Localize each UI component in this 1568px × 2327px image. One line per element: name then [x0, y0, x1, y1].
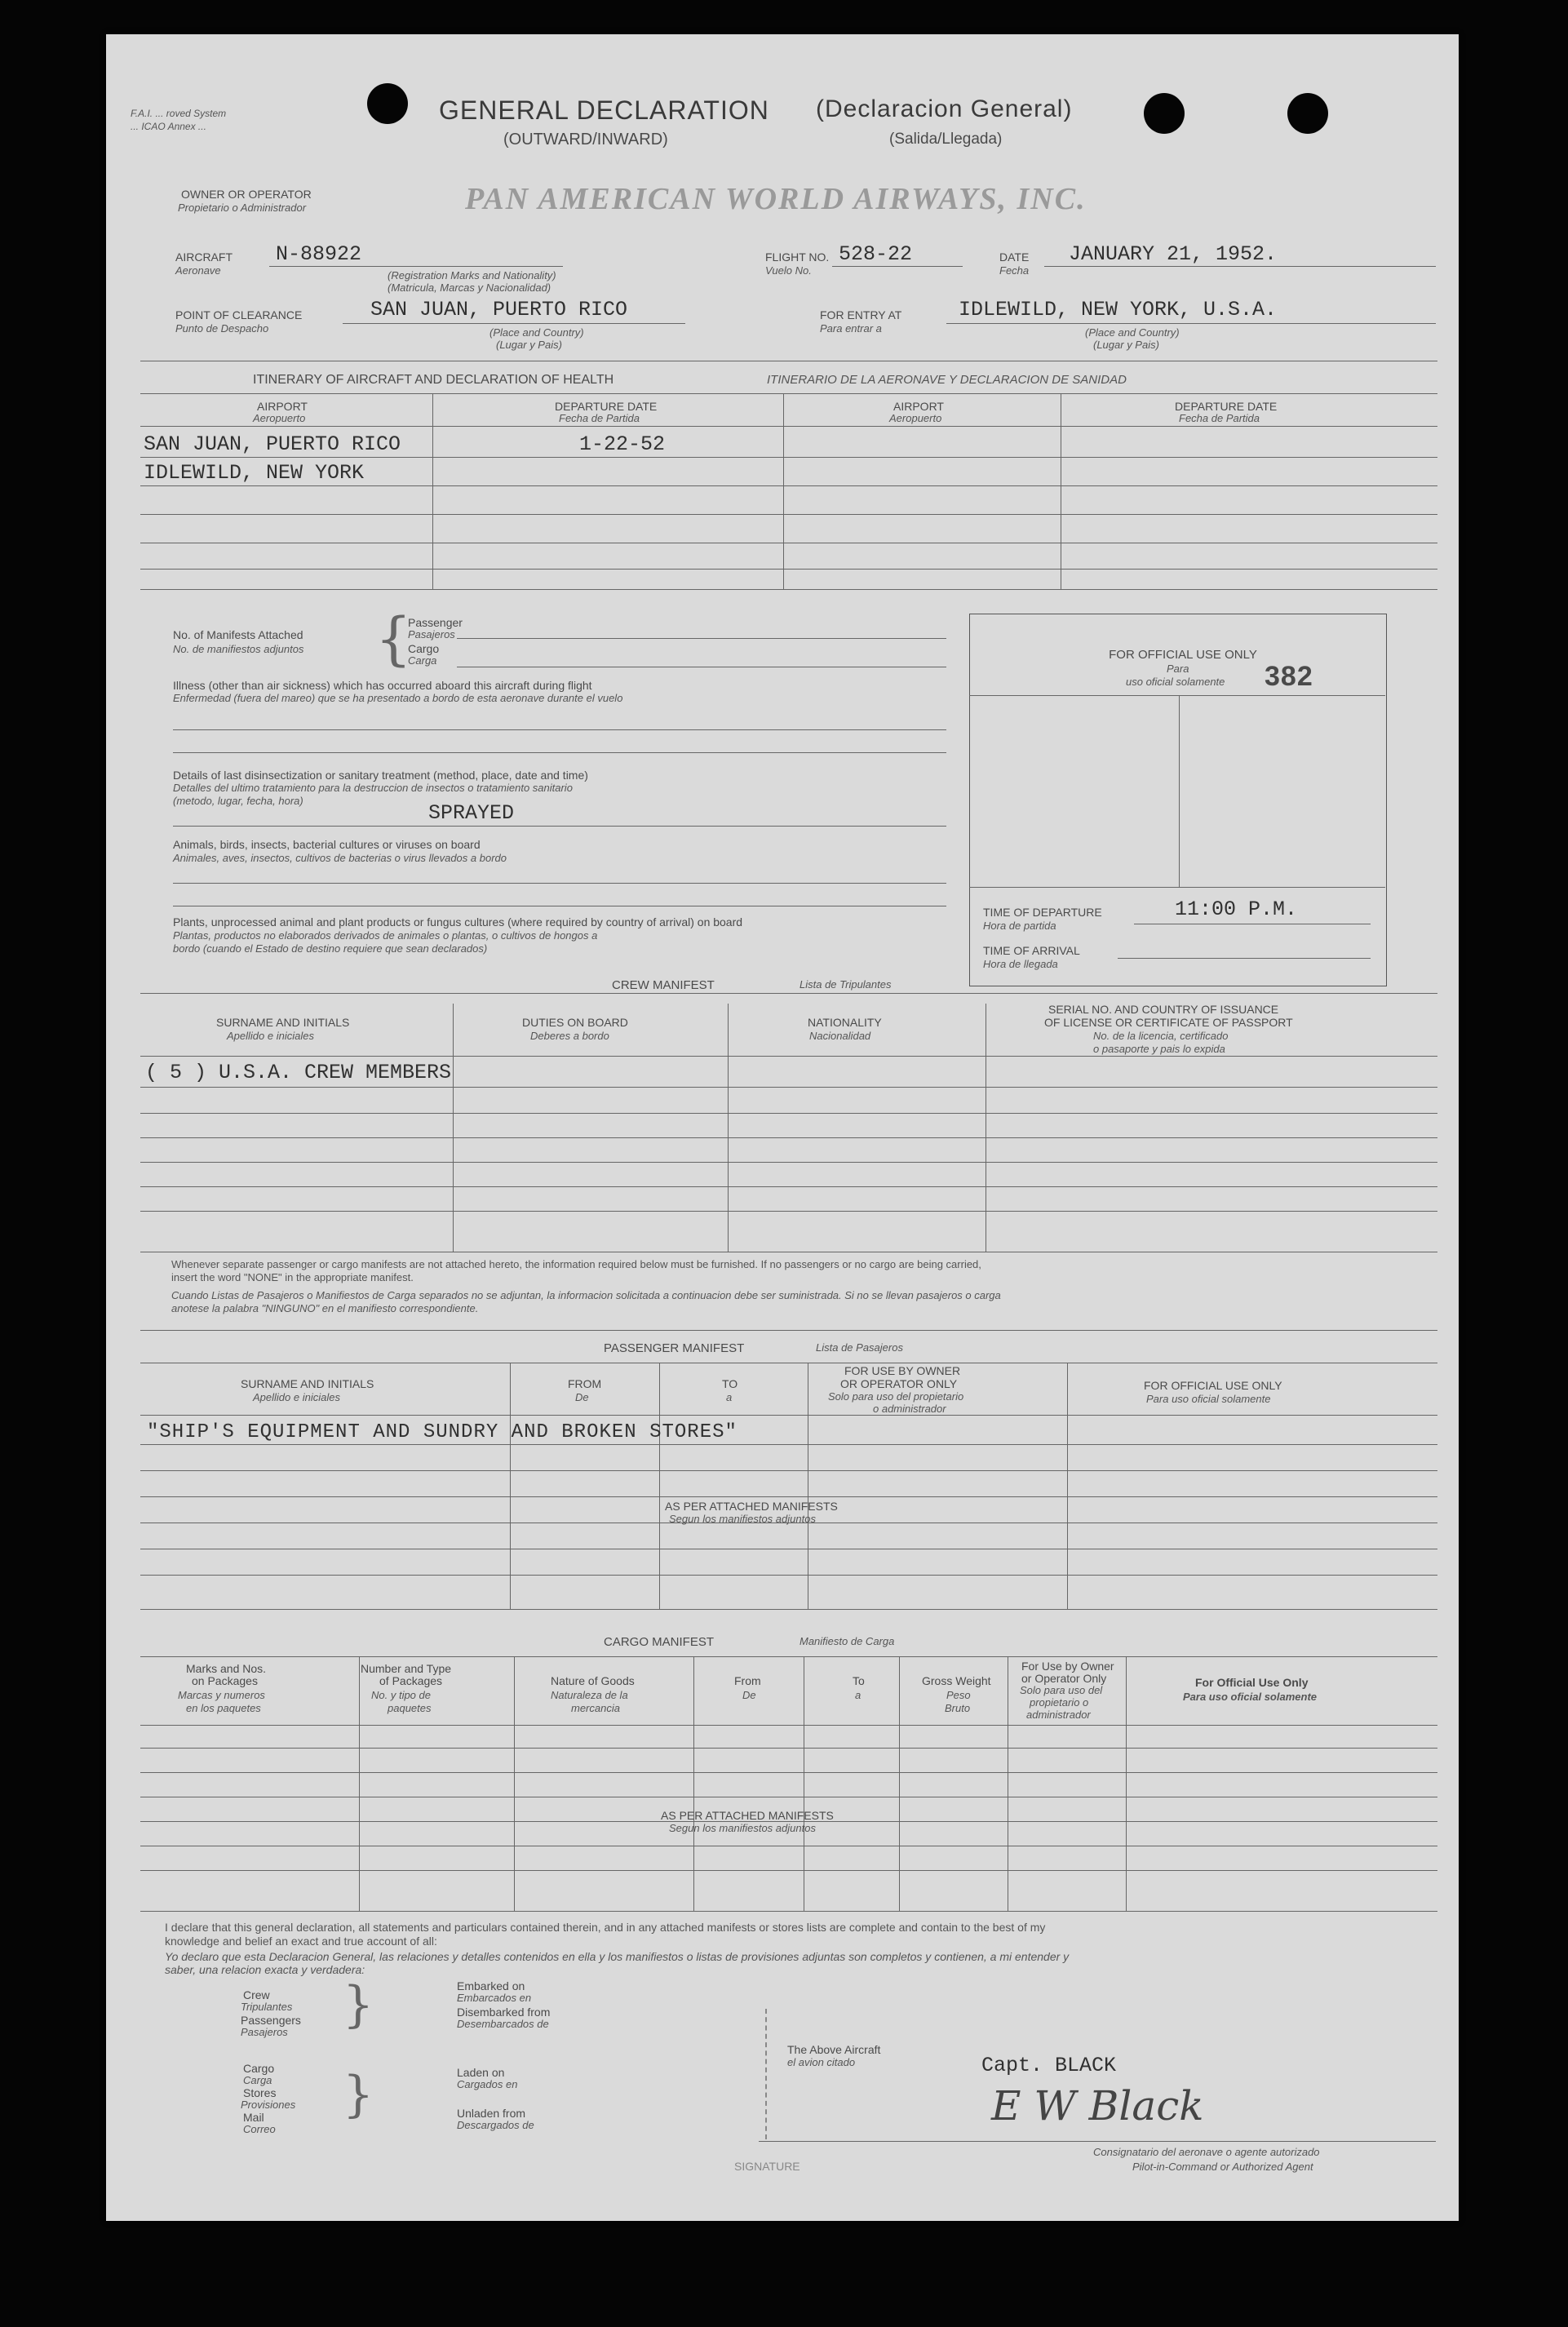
declaration-line-3: Yo declaro que esta Declaracion General, las relaciones y detalles contenidos en ella y los manifiestos o listas de provisiones adjuntas son completos y contienen, a mi entender y — [165, 1950, 1070, 1963]
clearance-label: POINT OF CLEARANCE — [175, 308, 303, 321]
manifest-passenger: Passenger — [408, 616, 463, 629]
crew-note-1: Whenever separate passenger or cargo manifests are not attached hereto, the information required below must be furnished. If no passengers or no cargo are being carried, — [171, 1258, 981, 1270]
flight-value: 528-22 — [839, 242, 913, 266]
aircraft-value: N-88922 — [276, 242, 362, 266]
aircraft-label: AIRCRAFT — [175, 250, 233, 264]
clearance-sub: (Place and Country) — [489, 326, 584, 339]
cargo-col-3-es: Naturaleza de la — [551, 1689, 628, 1701]
entry-sub: (Place and Country) — [1085, 326, 1180, 339]
crew-col-serial-es: No. de la licencia, certificado — [1093, 1030, 1229, 1042]
plants-label: Plants, unprocessed animal and plant products or fungus cultures (where required by country of arrival) on board — [173, 915, 743, 929]
date-value: JANUARY 21, 1952. — [1069, 242, 1278, 266]
pass-col-from: FROM — [568, 1377, 602, 1390]
itin-row-1-airport: SAN JUAN, PUERTO RICO — [144, 432, 401, 456]
manifest-cargo-es: Carga — [408, 654, 437, 667]
clearance-label-es: Punto de Despacho — [175, 322, 269, 335]
captain-signature: E W Black — [991, 2082, 1204, 2130]
disinsect-label: Details of last disinsectization or sanitary treatment (method, place, date and time) — [173, 769, 588, 782]
cargo-col-7b: or Operator Only — [1021, 1672, 1107, 1685]
crew-col-duties-es: Deberes a bordo — [530, 1030, 609, 1042]
decl-embarked: Embarked on — [457, 1979, 525, 1992]
cargo-col-6: Gross Weight — [922, 1674, 991, 1687]
cargo-col-7-es-2: propietario o — [1030, 1696, 1089, 1709]
itin-col-departure-es: Fecha de Partida — [559, 412, 640, 424]
passenger-attached-es: Segun los manifiestos adjuntos — [669, 1513, 816, 1525]
date-label-es: Fecha — [999, 264, 1030, 277]
cargo-col-5-es: a — [855, 1689, 862, 1701]
cargo-attached-es: Segun los manifiestos adjuntos — [669, 1822, 816, 1834]
cargo-title-es: Manifiesto de Carga — [800, 1635, 895, 1647]
decl-stores-es: Provisiones — [241, 2099, 296, 2111]
crew-note-4: anotese la palabra "NINGUNO" en el manifiesto correspondiente. — [171, 1302, 479, 1314]
decl-laden-es: Cargados en — [457, 2078, 518, 2090]
entry-label-es: Para entrar a — [820, 322, 882, 335]
form-title-es: (Declaracion General) — [816, 95, 1073, 122]
entry-sub-es: (Lugar y Pais) — [1093, 339, 1159, 351]
flight-label-es: Vuelo No. — [765, 264, 812, 277]
punch-hole — [367, 83, 408, 124]
arrival-time-label-es: Hora de llegada — [983, 958, 1058, 970]
pass-col-owner-2: OR OPERATOR ONLY — [840, 1377, 958, 1390]
pass-col-surname: SURNAME AND INITIALS — [241, 1377, 374, 1390]
aircraft-sub: (Registration Marks and Nationality) — [388, 269, 556, 281]
cargo-col-8: For Official Use Only — [1195, 1676, 1309, 1689]
animals-label: Animals, birds, insects, bacterial cultures or viruses on board — [173, 838, 481, 851]
passenger-entry: "SHIP'S EQUIPMENT AND SUNDRY AND BROKEN STORES" — [147, 1421, 737, 1443]
authorized-agent: Pilot-in-Command or Authorized Agent — [1132, 2161, 1313, 2173]
declaration-line-1: I declare that this general declaration, all statements and particulars contained therein, and in any attached manifests or stores lists are complete and contain to the best of my — [165, 1921, 1046, 1934]
cargo-col-1b: on Packages — [192, 1674, 258, 1687]
official-box-title: FOR OFFICIAL USE ONLY — [1109, 648, 1257, 662]
itin-col-airport-2-es: Aeropuerto — [889, 412, 942, 424]
pass-col-to-es: a — [726, 1391, 733, 1403]
owner-label-es: Propietario o Administrador — [178, 202, 307, 214]
cargo-col-6-es: Peso — [946, 1689, 971, 1701]
airline-name: PAN AMERICAN WORLD AIRWAYS, INC. — [465, 182, 1087, 216]
crew-col-duties: DUTIES ON BOARD — [522, 1016, 628, 1029]
pass-col-official-es: Para uso oficial solamente — [1146, 1393, 1271, 1405]
itin-row-1-date: 1-22-52 — [579, 432, 666, 456]
decl-above-aircraft: The Above Aircraft — [787, 2043, 881, 2056]
manifests-label: No. of Manifests Attached — [173, 628, 303, 641]
cargo-col-4: From — [734, 1674, 761, 1687]
manifest-cargo: Cargo — [408, 642, 440, 655]
decl-disembarked: Disembarked from — [457, 2006, 551, 2019]
crew-col-serial-es-2: o pasaporte y pais lo expida — [1093, 1043, 1225, 1055]
cargo-col-1-es: Marcas y numeros — [178, 1689, 265, 1701]
clearance-value: SAN JUAN, PUERTO RICO — [370, 298, 628, 321]
decl-stores: Stores — [243, 2086, 277, 2099]
decl-laden: Laden on — [457, 2066, 505, 2079]
crew-note-2: insert the word "NONE" in the appropriate manifest. — [171, 1271, 414, 1283]
declaration-line-4: saber, una relacion exacta y verdadera: — [165, 1963, 365, 1976]
decl-above-aircraft-es: el avion citado — [787, 2056, 856, 2068]
cargo-col-2b: of Packages — [379, 1674, 443, 1687]
cargo-col-6-es-2: Bruto — [945, 1702, 971, 1714]
disinsect-label-es-2: (metodo, lugar, fecha, hora) — [173, 795, 303, 807]
form-subtitle: (OUTWARD/INWARD) — [503, 131, 668, 148]
animals-label-es: Animales, aves, insectos, cultivos de bacterias o virus llevados a bordo — [173, 852, 507, 864]
pass-col-official: FOR OFFICIAL USE ONLY — [1144, 1379, 1282, 1392]
cargo-col-3-es-2: mercancia — [571, 1702, 620, 1714]
crew-col-serial: SERIAL NO. AND COUNTRY OF ISSUANCE — [1048, 1003, 1279, 1016]
pass-col-surname-es: Apellido e iniciales — [253, 1391, 340, 1403]
cargo-col-5: To — [853, 1674, 865, 1687]
cargo-col-1-es-2: en los paquetes — [186, 1702, 261, 1714]
passenger-title-es: Lista de Pasajeros — [816, 1341, 903, 1354]
decl-crew: Crew — [243, 1988, 270, 2001]
departure-time-label-es: Hora de partida — [983, 920, 1056, 932]
crew-note-3: Cuando Listas de Pasajeros o Manifiestos de Carga separados no se adjuntan, la informacion solicitada a continuacion debe ser suministrada. Si no se llevan pasajeros o carga — [171, 1289, 1001, 1301]
official-box-title-es: Para — [1167, 663, 1189, 675]
itin-col-airport: AIRPORT — [257, 400, 308, 413]
cargo-col-8-es: Para uso oficial solamente — [1183, 1691, 1318, 1703]
official-box-title-es-2: uso oficial solamente — [1126, 676, 1225, 688]
passenger-attached: AS PER ATTACHED MANIFESTS — [665, 1500, 838, 1513]
departure-time-label: TIME OF DEPARTURE — [983, 906, 1102, 919]
punch-hole — [1287, 93, 1328, 134]
illness-label: Illness (other than air sickness) which has occurred aboard this aircraft during flight — [173, 679, 592, 692]
passenger-title: PASSENGER MANIFEST — [604, 1341, 745, 1355]
cargo-col-4-es: De — [742, 1689, 756, 1701]
pass-col-owner-es-2: o administrador — [873, 1403, 946, 1415]
entry-value: IDLEWILD, NEW YORK, U.S.A. — [959, 298, 1278, 321]
cargo-col-7-es-3: administrador — [1026, 1709, 1091, 1721]
clearance-sub-es: (Lugar y Pais) — [496, 339, 562, 351]
punch-hole — [1144, 93, 1185, 134]
disinsect-label-es: Detalles del ultimo tratamiento para la destruccion de insectos o tratamiento sanitario — [173, 782, 573, 794]
manifests-label-es: No. de manifiestos adjuntos — [173, 643, 304, 655]
crew-col-serial-2: OF LICENSE OR CERTIFICATE OF PASSPORT — [1044, 1016, 1293, 1029]
arrival-time-label: TIME OF ARRIVAL — [983, 944, 1080, 957]
cargo-col-3: Nature of Goods — [551, 1674, 635, 1687]
itin-col-departure-2: DEPARTURE DATE — [1175, 400, 1278, 413]
cargo-col-2-es: No. y tipo de — [371, 1689, 431, 1701]
itin-col-airport-2: AIRPORT — [893, 400, 944, 413]
pass-col-from-es: De — [575, 1391, 589, 1403]
icao-annex: ... ICAO Annex ... — [131, 121, 206, 132]
itin-col-airport-es: Aeropuerto — [253, 412, 306, 424]
itin-col-departure: DEPARTURE DATE — [555, 400, 658, 413]
itin-col-departure-2-es: Fecha de Partida — [1179, 412, 1260, 424]
decl-embarked-es: Embarcados en — [457, 1992, 532, 2004]
cargo-col-2-es-2: paquetes — [388, 1702, 432, 1714]
official-stamp-number: 382 — [1265, 661, 1313, 692]
flight-label: FLIGHT NO. — [765, 250, 830, 264]
decl-mail: Mail — [243, 2111, 264, 2124]
decl-crew-es: Tripulantes — [241, 2001, 293, 2013]
cargo-col-1: Marks and Nos. — [186, 1662, 267, 1675]
crew-col-surname: SURNAME AND INITIALS — [216, 1016, 350, 1029]
decl-passengers: Passengers — [241, 2014, 301, 2027]
declaration-form: F.A.I. ... roved System ... ICAO Annex ... GENERAL DECLARATION (Declaracion General) (OUTWARD/INWARD) (Salida/Llegada) OWNER OR OPERATOR Propietario o Administrador PAN AMERICAN WORLD AIRWAYS, INC. AIRCRAFT Aeronave N-88922 (Registration Marks and Nationality) (Matricula, Marcas y Nacionalidad) FLIGHT NO. Vuelo No. 528-22 DATE Fecha JANUARY 21, 1952. POINT OF CLEARANCE Punto de Despacho SAN JUAN, PUERTO RICO (Place and Country) (Lugar y Pais) FOR ENTRY AT Para entrar a IDLEWILD, NEW YORK, U.S.A. (Place and Country) (Lugar y Pais) ITINERARY OF AIRCRAFT AND DECLARATION OF HEALTH ITINERARIO DE LA AERONAVE Y DECLARACION DE SANIDAD AIRPORT Aeropuerto DEPARTURE DATE Fecha de Partida AIRPORT Aeropuerto DEPARTURE DATE Fecha de Partida SAN JUAN, PUERTO RICO 1-22-52 IDLEWILD, NEW YORK No. of Manifests Attached No. de manifiestos adjuntos { Passenger Pasajeros Cargo Carga Illness (other than air sickness) which has occurred aboard this aircraft during flight Enfermedad (fuera del mareo) que se ha presentado a bordo de esta aeronave durante el vuelo Details of last disinsectization or sanitary treatment (method, place, date and time) Detalles del ultimo tratamiento para la destruccion de insectos o tratamiento sanitario (metodo, lugar, fecha, hora) SPRAYED Animals, birds, insects, bacterial cultures or viruses on board Animales, aves, insectos, cultivos de bacterias o virus llevados a bordo Plants, unprocessed animal and plant products or fungus cultures (where required by country of arrival) on board Plantas, productos no elaborados derivados de animales o plantas, o cultivos de hongos a bordo (cuando el Estado de destino requiere que sean declarados) FOR OFFICIAL USE ONLY Para uso oficial solamente 382 TIME OF DEPARTURE Hora de partida 11:00 P.M. TIME OF ARRIVAL Hora de llegada CREW MANIFEST Lista de Tripulantes SURNAME AND INITIALS Apellido e iniciales DUTIES ON BOARD Deberes a bordo NATIONALITY Nacionalidad SERIAL NO. AND COUNTRY OF ISSUANCE OF LICENSE OR CERTIFICATE OF PASSPORT No. de la licencia, certificado o pasaporte y pais lo expida ( 5 ) U.S.A. CREW MEMBERS Whenever separate passenger or cargo manifests are not attached hereto, the information required below must be furnished. If no passengers or no cargo are being carried, insert the word "NONE" in the appropriate manifest. Cuando Listas de Pasajeros o Manifiestos de Carga separados no se adjuntan, la informacion solicitada a continuacion debe ser suministrada. Si no se llevan pasajeros o carga anotese la palabra "NINGUNO" en el manifiesto correspondiente. PASSENGER MANIFEST Lista de Pasajeros SURNAME AND INITIALS Apellido e iniciales FROM De TO a FOR USE BY OWNER OR OPERATOR ONLY Solo para uso del propietario o administrador FOR OFFICIAL USE ONLY Para uso oficial solamente "SHIP'S EQUIPMENT AND SUNDRY AND BROKEN STORES" AS PER ATTACHED MANIFESTS Segun los manifiestos adjuntos CARGO MANIFEST Manifiesto de Carga Marks and Nos. on Packages Marcas y numeros en los paquetes Number and Type of Packages No. y tipo de paquetes Nature of Goods Naturaleza de la mercancia From De To a Gross Weight Peso Bruto For Use by Owner or Operator Only Solo para uso del propietario o administrador For Official Use Only Para uso oficial solamente AS PER ATTACHED MANIFESTS Segun los manifiestos adjuntos I declare that this general declaration, all statements and particulars contained therein, and in any attached manifests or stores lists are complete and contain to the best of my knowledge and belief an exact and true account of all: Yo declaro que esta Declaracion General, las relaciones y detalles contenidos en ella y los manifiestos o listas de provisiones adjuntas son completos y contienen, a mi entender y saber, una relacion exacta y verdadera: Crew Tripulantes Passengers Pasajeros } Embarked on Embarcados en Disembarked from Desembarcados de Cargo Carga Stores Provisiones Mail Correo } Laden on Cargados en Unladen from Descargados de The Above Aircraft el avion citado Capt. BLACK E W Black SIGNATURE Consignatario del aeronave o agente autorizado Pilot-in-Command or Authorized Agent — [106, 34, 1459, 2221]
aircraft-label-es: Aeronave — [175, 264, 221, 277]
crew-title-es: Lista de Tripulantes — [800, 978, 892, 991]
cargo-col-2: Number and Type — [361, 1662, 452, 1675]
decl-cargo-es: Carga — [243, 2074, 272, 2086]
approved-system: F.A.I. ... roved System — [131, 108, 227, 119]
illness-label-es: Enfermedad (fuera del mareo) que se ha presentado a bordo de esta aeronave durante el vuelo — [173, 692, 623, 704]
form-subtitle-es: (Salida/Llegada) — [889, 131, 1003, 148]
declaration-line-2: knowledge and belief an exact and true account of all: — [165, 1935, 437, 1948]
owner-label: OWNER OR OPERATOR — [181, 188, 312, 201]
decl-unladen: Unladen from — [457, 2107, 526, 2120]
crew-col-surname-es: Apellido e iniciales — [227, 1030, 314, 1042]
crew-title: CREW MANIFEST — [612, 978, 715, 992]
cargo-title: CARGO MANIFEST — [604, 1635, 715, 1649]
manifest-passenger-es: Pasajeros — [408, 628, 455, 640]
captain-name: Capt. BLACK — [981, 2054, 1117, 2077]
crew-entry: ( 5 ) U.S.A. CREW MEMBERS — [145, 1061, 452, 1084]
cargo-attached: AS PER ATTACHED MANIFESTS — [661, 1809, 834, 1822]
departure-time-value: 11:00 P.M. — [1175, 898, 1298, 921]
crew-col-nationality: NATIONALITY — [808, 1016, 882, 1029]
decl-mail-es: Correo — [243, 2123, 276, 2135]
cargo-col-7-es: Solo para uso del — [1020, 1684, 1103, 1696]
decl-disembarked-es: Desembarcados de — [457, 2018, 549, 2030]
cargo-col-7: For Use by Owner — [1021, 1660, 1114, 1673]
decl-unladen-es: Descargados de — [457, 2119, 534, 2131]
plants-label-es: Plantas, productos no elaborados derivados de animales o plantas, o cultivos de hongos a — [173, 929, 598, 942]
plants-label-es-2: bordo (cuando el Estado de destino requiere que sean declarados) — [173, 942, 488, 955]
crew-col-nationality-es: Nacionalidad — [809, 1030, 871, 1042]
pass-col-to: TO — [722, 1377, 738, 1390]
disinsect-value: SPRAYED — [428, 801, 515, 825]
entry-label: FOR ENTRY AT — [820, 308, 902, 321]
itinerary-title: ITINERARY OF AIRCRAFT AND DECLARATION OF HEALTH — [253, 373, 614, 387]
pass-col-owner: FOR USE BY OWNER — [844, 1364, 961, 1377]
form-title: GENERAL DECLARATION — [439, 95, 769, 125]
date-label: DATE — [999, 250, 1030, 264]
pass-col-owner-es: Solo para uso del propietario — [828, 1390, 964, 1403]
itin-row-2-airport: IDLEWILD, NEW YORK — [144, 461, 365, 485]
decl-passengers-es: Pasajeros — [241, 2026, 288, 2038]
signature-label: SIGNATURE — [734, 2160, 800, 2173]
aircraft-sub-es: (Matricula, Marcas y Nacionalidad) — [388, 281, 551, 294]
itinerary-title-es: ITINERARIO DE LA AERONAVE Y DECLARACION DE SANIDAD — [767, 373, 1127, 387]
authorized-agent-es: Consignatario del aeronave o agente autorizado — [1093, 2146, 1320, 2158]
decl-cargo: Cargo — [243, 2062, 275, 2075]
